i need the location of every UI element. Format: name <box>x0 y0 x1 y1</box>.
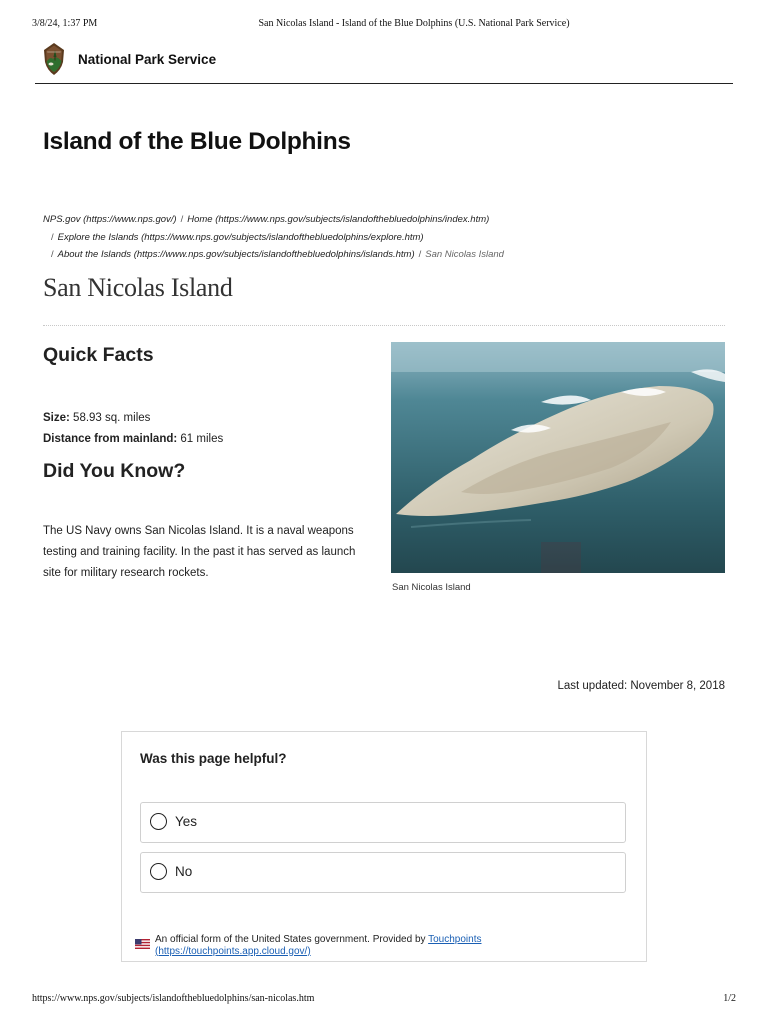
breadcrumb-item-explore[interactable]: Explore the Islands (https://www.nps.gov/subjects/islandofthebluedolphins/explore.htm) <box>57 231 424 243</box>
feedback-form <box>121 731 647 962</box>
print-document-title: San Nicolas Island - Island of the Blue Dolphins (U.S. National Park Service) <box>258 18 570 29</box>
site-name[interactable]: National Park Service <box>78 52 217 67</box>
radio-yes[interactable] <box>150 813 167 830</box>
fact-distance-value: 61 miles <box>180 433 224 445</box>
feedback-option-no[interactable] <box>140 852 626 893</box>
print-url: https://www.nps.gov/subjects/islandofthebluedolphins/san-nicolas.htm <box>32 993 315 1004</box>
island-title: San Nicolas Island <box>43 273 233 302</box>
print-header <box>32 18 736 32</box>
us-flag-icon <box>135 939 150 949</box>
feedback-footer-text: An official form of the United States government. Provided by <box>155 934 426 945</box>
did-you-know-text: The US Navy owns San Nicolas Island. It is a naval weapons testing and training facility. In the past it has served as launch site for military research rockets. <box>43 525 356 579</box>
print-date: 3/8/24, 1:37 PM <box>32 18 98 29</box>
island-aerial-image <box>391 342 725 573</box>
fact-distance-label: Distance from mainland: <box>43 433 178 445</box>
radio-no[interactable] <box>150 863 167 880</box>
breadcrumb-item-home[interactable]: Home (https://www.nps.gov/subjects/islandofthebluedolphins/index.htm) <box>187 214 490 225</box>
page-title: Island of the Blue Dolphins <box>43 128 351 155</box>
fact-size <box>43 408 223 429</box>
breadcrumb <box>43 211 733 264</box>
fact-distance <box>43 429 223 450</box>
breadcrumb-item-nps[interactable]: NPS.gov (https://www.nps.gov/) <box>43 214 177 225</box>
quick-facts-list <box>43 408 223 450</box>
touchpoints-link[interactable]: Touchpoints <box>428 934 482 945</box>
section-divider <box>43 325 725 326</box>
site-header <box>35 40 733 84</box>
breadcrumb-separator: / <box>180 214 184 225</box>
print-footer <box>32 993 736 1007</box>
breadcrumb-item-about[interactable]: About the Islands (https://www.nps.gov/subjects/islandofthebluedolphins/islands.htm) <box>57 249 415 260</box>
breadcrumb-separator: / <box>51 249 54 260</box>
breadcrumb-current: San Nicolas Island <box>425 249 504 260</box>
feedback-option-yes-label[interactable]: Yes <box>175 814 198 829</box>
last-updated: Last updated: November 8, 2018 <box>557 680 725 692</box>
feedback-question: Was this page helpful? <box>140 751 287 766</box>
fact-size-value: 58.93 sq. miles <box>73 412 151 424</box>
nps-arrowhead-icon[interactable] <box>42 42 66 76</box>
print-page-number: 1/2 <box>723 993 736 1004</box>
feedback-option-yes[interactable] <box>140 802 626 843</box>
feedback-option-no-label[interactable]: No <box>175 864 193 879</box>
photo-caption: San Nicolas Island <box>392 582 471 593</box>
fact-size-label: Size: <box>43 412 70 424</box>
breadcrumb-separator: / <box>418 249 422 260</box>
quick-facts-heading: Quick Facts <box>43 344 154 366</box>
touchpoints-url-link[interactable]: (https://touchpoints.app.cloud.gov/) <box>155 945 311 957</box>
breadcrumb-separator: / <box>51 231 54 243</box>
island-photo <box>391 342 725 573</box>
did-you-know-heading: Did You Know? <box>43 460 186 482</box>
